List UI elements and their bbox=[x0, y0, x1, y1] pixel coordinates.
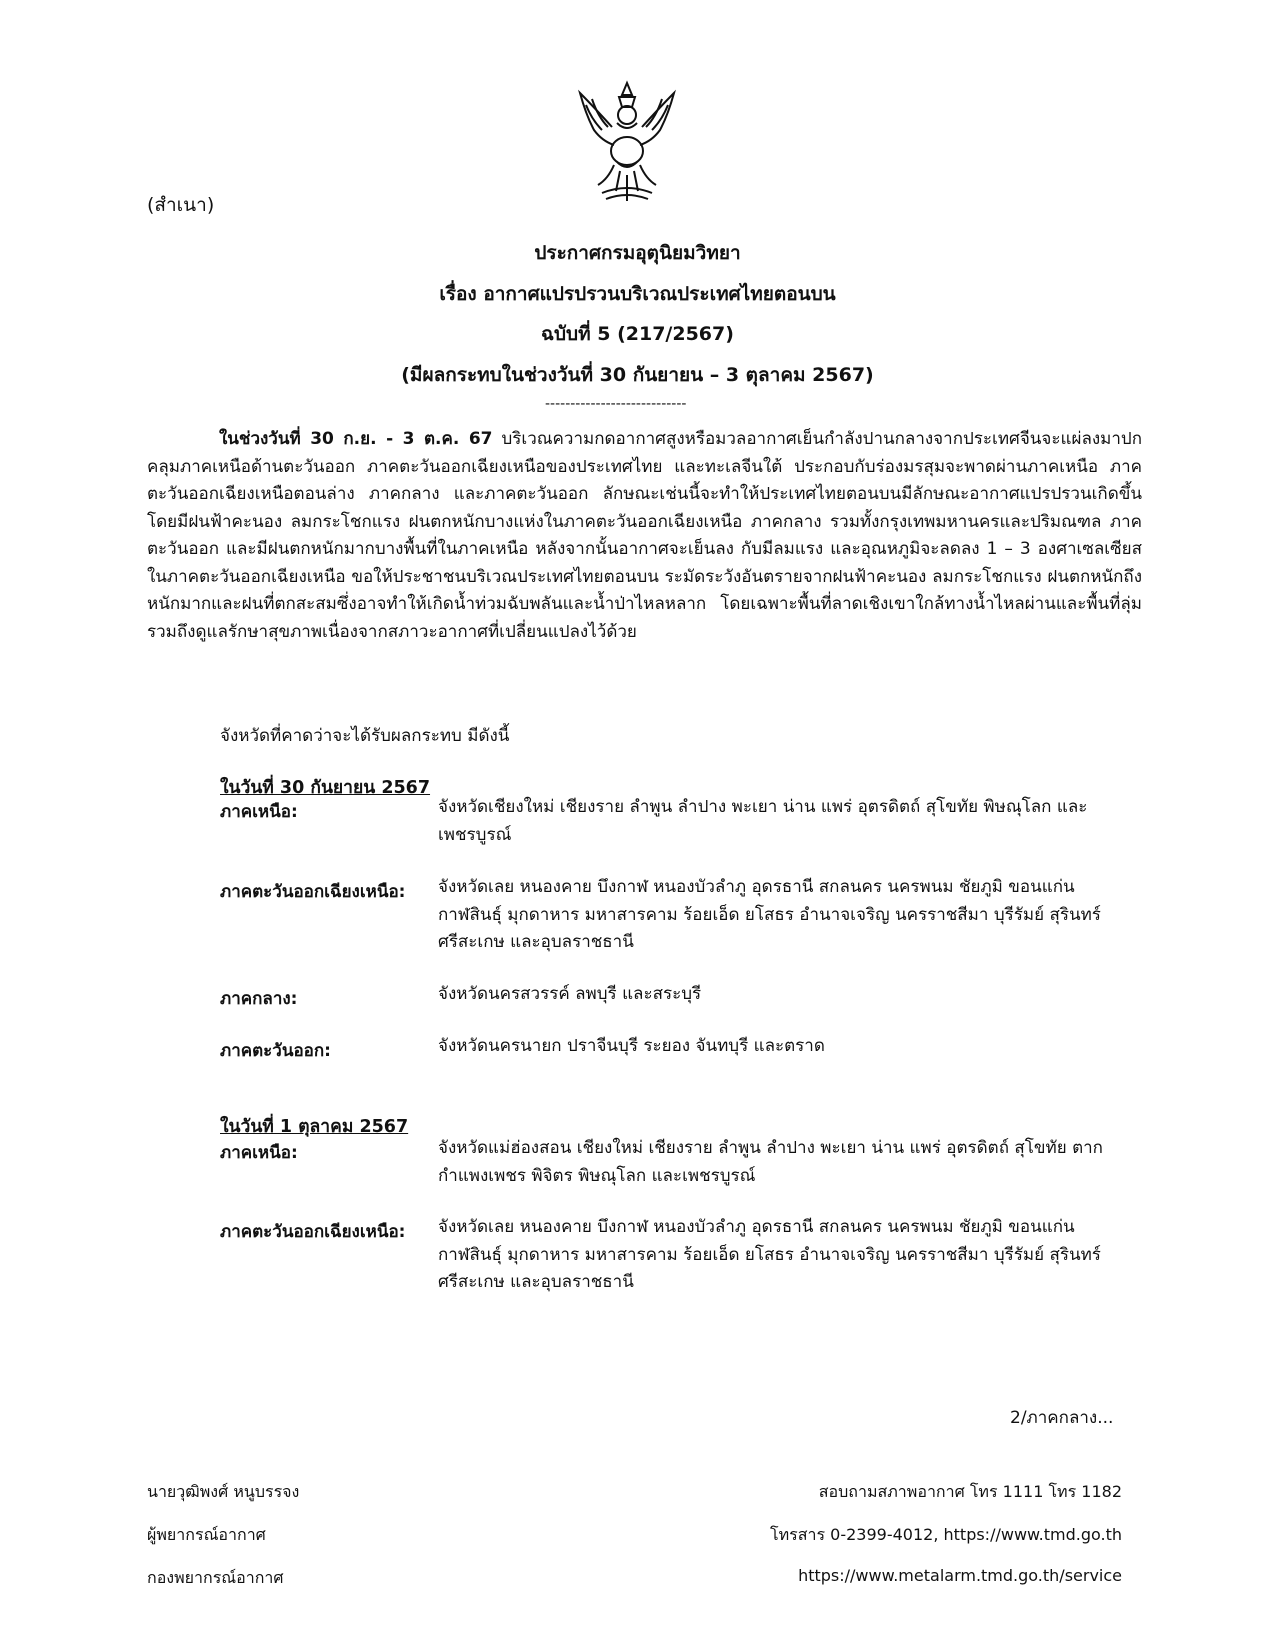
signatory-division: กองพยากรณ์อากาศ bbox=[147, 1568, 284, 1587]
region-label: ภาคตะวันออกเฉียงเหนือ: bbox=[220, 882, 406, 902]
day-heading: ในวันที่ 1 ตุลาคม 2567 bbox=[220, 1117, 409, 1137]
body-text: บริเวณความกดอากาศสูงหรือมวลอากาศเย็นกำลังปานกลางจากประเทศจีนจะแผ่ลงมาปกคลุมภาคเหนือด้านตะวันออก ภาคตะวันออกเฉียงเหนือของประเทศไทย และทะเลจีนใต้ ประกอบกับร่องมรสุมจะพาดผ่านภาคเหนือ ภาคตะวันออกเฉียงเหนือตอนล่าง ภาคกลาง และภาคตะวันออก ลักษณะเช่นนี้จะทำให้ประเทศไทยตอนบนมีลักษณะอากาศแปรปรวนเกิดขึ้น โดยมีฝนฟ้าคะนอง ลมกระโชกแรง ฝนตกหนักบางแห่งในภาคตะวันออกเฉียงเหนือ ภาคกลาง รวมทั้งกรุงเทพมหานครและปริมณฑล ภาคตะวันออก และมีฝนตกหนักมากบางพื้นที่ในภาคเหนือ หลังจากนั้นอากาศจะเย็นลง กับมีลมแรง และอุณหภูมิจะลดลง 1 – 3 องศาเซลเซียสในภาคตะวันออกเฉียงเหนือ ขอให้ประชาชนบริเวณประเทศไทยตอนบน ระมัดระวังอันตรายจากฝนฟ้าคะนอง ลมกระโชกแรง ฝนตกหนักถึงหนักมากและฝนที่ตกสะสมซึ่งอาจทำให้เกิดน้ำท่วมฉับพลันและน้ำป่าไหลหลาก โดยเฉพาะพื้นที่ลาดเชิงเขาใกล้ทางน้ำไหลผ่านและพื้นที่ลุ่ม รวมถึงดูแลรักษาสุขภาพเนื่องจากสภาวะอากาศที่เปลี่ยนแปลงไว้ด้วย bbox=[147, 429, 1142, 642]
body-lead: ในช่วงวันที่ 30 ก.ย. - 3 ต.ค. 67 bbox=[219, 429, 493, 449]
signatory-position: ผู้พยากรณ์อากาศ bbox=[147, 1525, 266, 1544]
garuda-emblem-icon bbox=[572, 75, 682, 207]
region-provinces: จังหวัดนครนายก ปราจีนบุรี ระยอง จันทบุรี และตราด bbox=[438, 1036, 825, 1056]
region-label: ภาคตะวันออกเฉียงเหนือ: bbox=[220, 1222, 406, 1242]
contact-fax: โทรสาร 0-2399-4012, https://www.tmd.go.th bbox=[770, 1525, 1122, 1544]
day-heading: ในวันที่ 30 กันยายน 2567 bbox=[220, 778, 431, 798]
issuer-title: ประกาศกรมอุตุนิยมวิทยา bbox=[534, 242, 741, 264]
effective-period: (มีผลกระทบในช่วงวันที่ 30 กันยายน – 3 ตุลาคม 2567) bbox=[401, 364, 874, 386]
region-provinces: จังหวัดเลย หนองคาย บึงกาฬ หนองบัวลำภู อุดรธานี สกลนคร นครพนม ชัยภูมิ ขอนแก่น กาฬสินธุ์ มุกดาหาร มหาสารคาม ร้อยเอ็ด ยโสธร อำนาจเจริญ นครราชสีมา บุรีรัมย์ สุรินทร์ ศรีสะเกษ และอุบลราชธานี bbox=[438, 877, 1101, 952]
subject-title: เรื่อง อากาศแปรปรวนบริเวณประเทศไทยตอนบน bbox=[439, 283, 836, 305]
contact-web: https://www.metalarm.tmd.go.th/service bbox=[798, 1566, 1122, 1585]
header-rule: ---------------------------- bbox=[545, 396, 687, 412]
region-provinces: จังหวัดนครสวรรค์ ลพบุรี และสระบุรี bbox=[438, 984, 702, 1004]
signatory-name: นายวุฒิพงศ์ หนูบรรจง bbox=[147, 1482, 300, 1501]
announcement-body bbox=[147, 426, 1142, 646]
region-provinces: จังหวัดแม่ฮ่องสอน เชียงใหม่ เชียงราย ลำพูน ลำปาง พะเยา น่าน แพร่ อุตรดิตถ์ สุโขทัย ตาก กำแพงเพชร พิจิตร พิษณุโลก และเพชรบูรณ์ bbox=[438, 1138, 1103, 1186]
region-label: ภาคเหนือ: bbox=[220, 802, 298, 822]
region-provinces: จังหวัดเลย หนองคาย บึงกาฬ หนองบัวลำภู อุดรธานี สกลนคร นครพนม ชัยภูมิ ขอนแก่น กาฬสินธุ์ มุกดาหาร มหาสารคาม ร้อยเอ็ด ยโสธร อำนาจเจริญ นครราชสีมา บุรีรัมย์ สุรินทร์ ศรีสะเกษ และอุบลราชธานี bbox=[438, 1217, 1101, 1292]
issue-number: ฉบับที่ 5 (217/2567) bbox=[541, 323, 734, 345]
region-provinces: จังหวัดเชียงใหม่ เชียงราย ลำพูน ลำปาง พะเยา น่าน แพร่ อุตรดิตถ์ สุโขทัย พิษณุโลก และเพชรบูรณ์ bbox=[438, 797, 1088, 845]
region-label: ภาคกลาง: bbox=[220, 989, 298, 1009]
next-page-marker: 2/ภาคกลาง... bbox=[1010, 1408, 1114, 1428]
contact-phone: สอบถามสภาพอากาศ โทร 1111 โทร 1182 bbox=[818, 1482, 1122, 1501]
affected-intro: จังหวัดที่คาดว่าจะได้รับผลกระทบ มีดังนี้ bbox=[220, 726, 510, 746]
copy-mark: (สำเนา) bbox=[147, 194, 215, 216]
region-label: ภาคเหนือ: bbox=[220, 1143, 298, 1163]
region-label: ภาคตะวันออก: bbox=[220, 1041, 331, 1061]
